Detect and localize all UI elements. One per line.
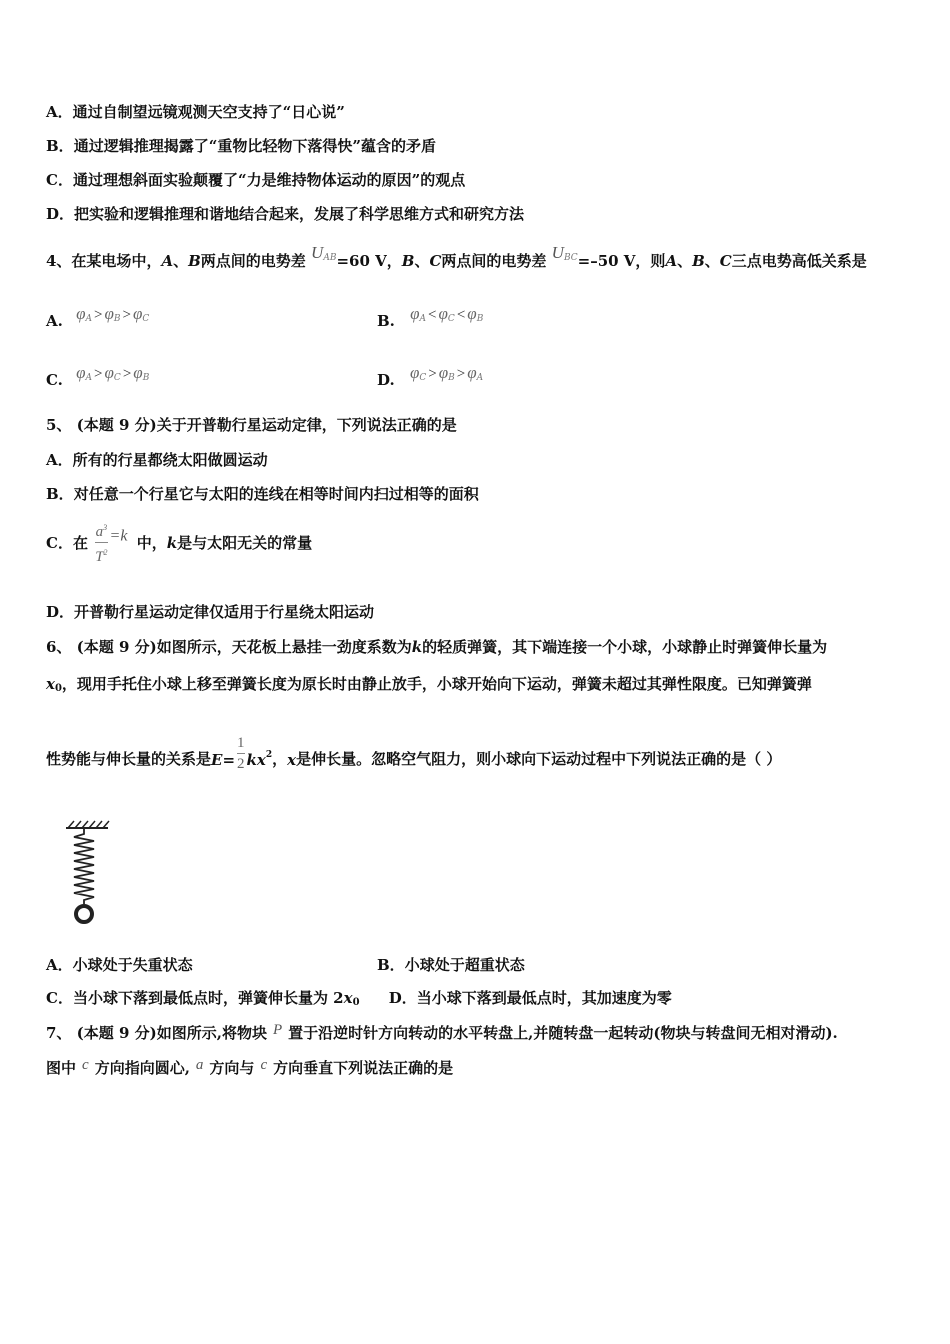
- voltage-subscript: AB: [323, 253, 337, 263]
- phi-subscript: C: [419, 373, 427, 383]
- q5-stem: [46, 415, 457, 435]
- point-b: B: [188, 252, 201, 270]
- phi-subscript: C: [447, 314, 455, 324]
- fraction-denominator: T: [95, 549, 104, 565]
- option-label: A.: [46, 312, 63, 330]
- question-text: 方向指向圆心,: [94, 1059, 190, 1077]
- q5-option-a: [46, 450, 268, 470]
- option-label: D.: [377, 371, 395, 389]
- ball-icon: [76, 906, 92, 922]
- q3-option-a: [46, 102, 345, 122]
- x0-symbol: x: [46, 675, 55, 693]
- option-text: 是与太阳无关的常量: [177, 534, 313, 552]
- question-text: 性势能与伸长量的关系是: [46, 750, 212, 768]
- option-label: C.: [46, 371, 63, 389]
- spring-icon: [74, 828, 94, 904]
- q5-option-d: [46, 602, 374, 622]
- phi-symbol: φ: [467, 304, 477, 323]
- relation: >: [94, 307, 103, 323]
- option-label: A．: [46, 103, 73, 121]
- phi-symbol: φ: [410, 304, 420, 323]
- phi-symbol: φ: [438, 363, 449, 382]
- question-text: 7、 (本题 9 分)如图所示,将物块: [46, 1024, 267, 1042]
- option-text: 小球处于失重状态: [72, 956, 193, 974]
- question-text: 是伸长量。忽略空气阻力，则小球向下运动过程中下列说法正确的是（ ）: [296, 750, 782, 768]
- option-text: 对任意一个行星它与太阳的连线在相等时间内扫过相等的面积: [73, 485, 479, 503]
- option-text: 通过逻辑推理揭露了“重物比轻物下落得快”蕴含的矛盾: [73, 137, 436, 155]
- block-p-symbol: P: [272, 1022, 283, 1038]
- option-text: 在: [72, 534, 88, 552]
- option-text: 所有的行星都绕太阳做圆运动: [72, 451, 268, 469]
- half-fraction: [237, 735, 245, 772]
- q6-stem-line-2: [46, 674, 812, 699]
- fraction-numerator: a: [95, 524, 104, 540]
- voltage-symbol: U: [551, 243, 564, 262]
- q6-option-b: [377, 954, 525, 975]
- relation: >: [122, 307, 131, 323]
- q4-text: 、: [677, 252, 693, 270]
- phi-symbol: φ: [467, 363, 477, 382]
- constant-k: k: [166, 533, 178, 552]
- voltage-subscript: BC: [563, 253, 578, 263]
- q6-stem-line-1: [46, 637, 827, 657]
- q7-stem-line-2: [46, 1058, 453, 1079]
- phi-symbol: φ: [133, 363, 143, 382]
- option-label: B．: [377, 956, 405, 974]
- q4-options-row-1: [46, 300, 906, 330]
- q4-option-b: [377, 300, 483, 330]
- direction-a-symbol: a: [195, 1057, 204, 1073]
- option-text: 当小球下落到最低点时，弹簧伸长量为 2: [72, 989, 344, 1007]
- option-label: C．: [46, 989, 73, 1007]
- relation: >: [456, 366, 466, 382]
- phi-subscript: A: [476, 373, 484, 383]
- option-label: B．: [46, 485, 74, 503]
- x0-subscript: 0: [54, 683, 62, 694]
- q4-option-a: [46, 300, 149, 330]
- x0-subscript: 0: [352, 997, 360, 1008]
- fraction-numerator: 1: [237, 735, 245, 751]
- phi-subscript: A: [419, 314, 427, 324]
- denominator-exponent: 2: [103, 548, 108, 557]
- point-b: B: [692, 252, 705, 270]
- q4-options-row-2: [46, 359, 906, 389]
- point-c: C: [719, 252, 732, 270]
- point-a: A: [665, 252, 678, 270]
- question-text: 图中: [46, 1059, 77, 1077]
- phi-subscript: A: [85, 373, 93, 383]
- voltage-symbol: U: [311, 243, 324, 262]
- question-text: 6、 (本题 9 分)如图所示，天花板上悬挂一劲度系数为: [46, 638, 412, 656]
- kepler-fraction: [95, 520, 107, 565]
- q7-stem-line-1: [46, 1023, 838, 1044]
- q5-option-c: [46, 520, 312, 565]
- option-label: A．: [46, 956, 73, 974]
- option-label: D．: [46, 205, 75, 223]
- q4-value: =60 V，: [336, 252, 402, 270]
- q3-option-c: [46, 170, 465, 190]
- q5-option-b: [46, 484, 479, 504]
- option-text: 中，: [136, 534, 167, 552]
- q4-text: 两点间的电势差: [441, 252, 547, 270]
- kx-exponent: 2: [265, 750, 273, 760]
- phi-symbol: φ: [409, 363, 420, 382]
- spring-figure: [62, 818, 112, 928]
- q4-text: 、: [173, 252, 189, 270]
- question-text: 方向垂直下列说法正确的是: [273, 1059, 454, 1077]
- q4-text: 、: [704, 252, 720, 270]
- relation: <: [456, 307, 466, 323]
- phi-subscript: C: [113, 373, 121, 383]
- phi-subscript: B: [448, 373, 455, 383]
- option-text: 把实验和逻辑推理和谐地结合起来，发展了科学思维方式和研究方法: [74, 205, 525, 223]
- option-label: B．: [46, 137, 74, 155]
- relation: >: [122, 366, 132, 382]
- q4-text: 、: [414, 252, 430, 270]
- phi-symbol: φ: [76, 304, 86, 323]
- q6-option-d: [389, 989, 672, 1007]
- q6-options-row-2: [46, 988, 672, 1013]
- equals-k: =k: [109, 527, 128, 545]
- equals-sign: =: [222, 751, 236, 769]
- relation: <: [428, 307, 437, 323]
- option-label: C．: [46, 534, 73, 552]
- phi-symbol: φ: [104, 304, 114, 323]
- question-text: 置于沿逆时针方向转动的水平转盘上,并随转盘一起转动(物块与转盘间无相对滑动).: [288, 1024, 838, 1042]
- option-text: 当小球下落到最低点时，其加速度为零: [416, 989, 672, 1007]
- q4-stem: [46, 243, 867, 276]
- point-a: A: [161, 252, 174, 270]
- constant-k: k: [411, 638, 423, 656]
- option-label: D．: [46, 603, 75, 621]
- option-text: 小球处于超重状态: [404, 956, 525, 974]
- option-label: B.: [377, 312, 395, 330]
- energy-symbol: E: [211, 751, 223, 769]
- q4-text: 两点间的电势差: [200, 252, 306, 270]
- q3-option-b: [46, 136, 436, 156]
- ceiling-icon: [66, 821, 109, 828]
- q6-option-c: [46, 989, 360, 1007]
- direction-c-symbol: c: [82, 1057, 89, 1073]
- phi-symbol: φ: [76, 363, 86, 382]
- question-text: 5、 (本题 9 分)关于开普勒行星运动定律，下列说法正确的是: [46, 416, 457, 434]
- q6-options-row-1: [46, 954, 906, 984]
- phi-subscript: A: [85, 314, 93, 324]
- phi-subscript: B: [476, 314, 484, 324]
- phi-subscript: B: [142, 373, 150, 383]
- option-label: D．: [388, 989, 417, 1007]
- question-text: 的轻质弹簧，其下端连接一个小球，小球静止时弹簧伸长量为: [422, 638, 828, 656]
- q3-option-d: [46, 204, 524, 224]
- relation: >: [428, 366, 437, 382]
- numerator-exponent: 3: [103, 523, 108, 532]
- relation: >: [94, 366, 103, 382]
- q6-option-a: [46, 954, 193, 975]
- option-label: A．: [46, 451, 73, 469]
- option-text: 开普勒行星运动定律仅适用于行星绕太阳运动: [74, 603, 375, 621]
- point-b: B: [401, 252, 415, 270]
- question-text: ，现用手托住小球上移至弹簧长度为原长时由静止放手，小球开始向下运动，弹簧未超过其弹性限度。已知弹簧弹: [61, 675, 812, 693]
- phi-symbol: φ: [438, 304, 448, 323]
- q4-value: =–50 V，则: [577, 252, 666, 270]
- fraction-denominator: 2: [237, 756, 245, 772]
- phi-subscript: B: [113, 314, 121, 324]
- phi-symbol: φ: [104, 363, 114, 382]
- option-text: 通过理想斜面实验颠覆了“力是维持物体运动的原因”的观点: [72, 171, 466, 189]
- kx-term: kx: [246, 751, 266, 769]
- phi-symbol: φ: [132, 304, 143, 323]
- q4-text: 4、在某电场中，: [46, 252, 162, 270]
- q4-option-c: [46, 359, 149, 389]
- q6-stem-line-3: [46, 735, 781, 772]
- question-text: 方向与: [209, 1059, 255, 1077]
- question-text: ，: [272, 750, 288, 768]
- x0-symbol: x: [343, 989, 353, 1007]
- direction-c-symbol: c: [260, 1057, 268, 1073]
- option-label: C．: [46, 171, 73, 189]
- q4-option-d: [377, 359, 483, 389]
- phi-subscript: C: [142, 314, 150, 324]
- x-symbol: x: [287, 751, 297, 769]
- q4-text: 三点电势高低关系是: [731, 252, 867, 270]
- option-text: 通过自制望远镜观测天空支持了“日心说”: [72, 103, 345, 121]
- point-c: C: [429, 252, 442, 270]
